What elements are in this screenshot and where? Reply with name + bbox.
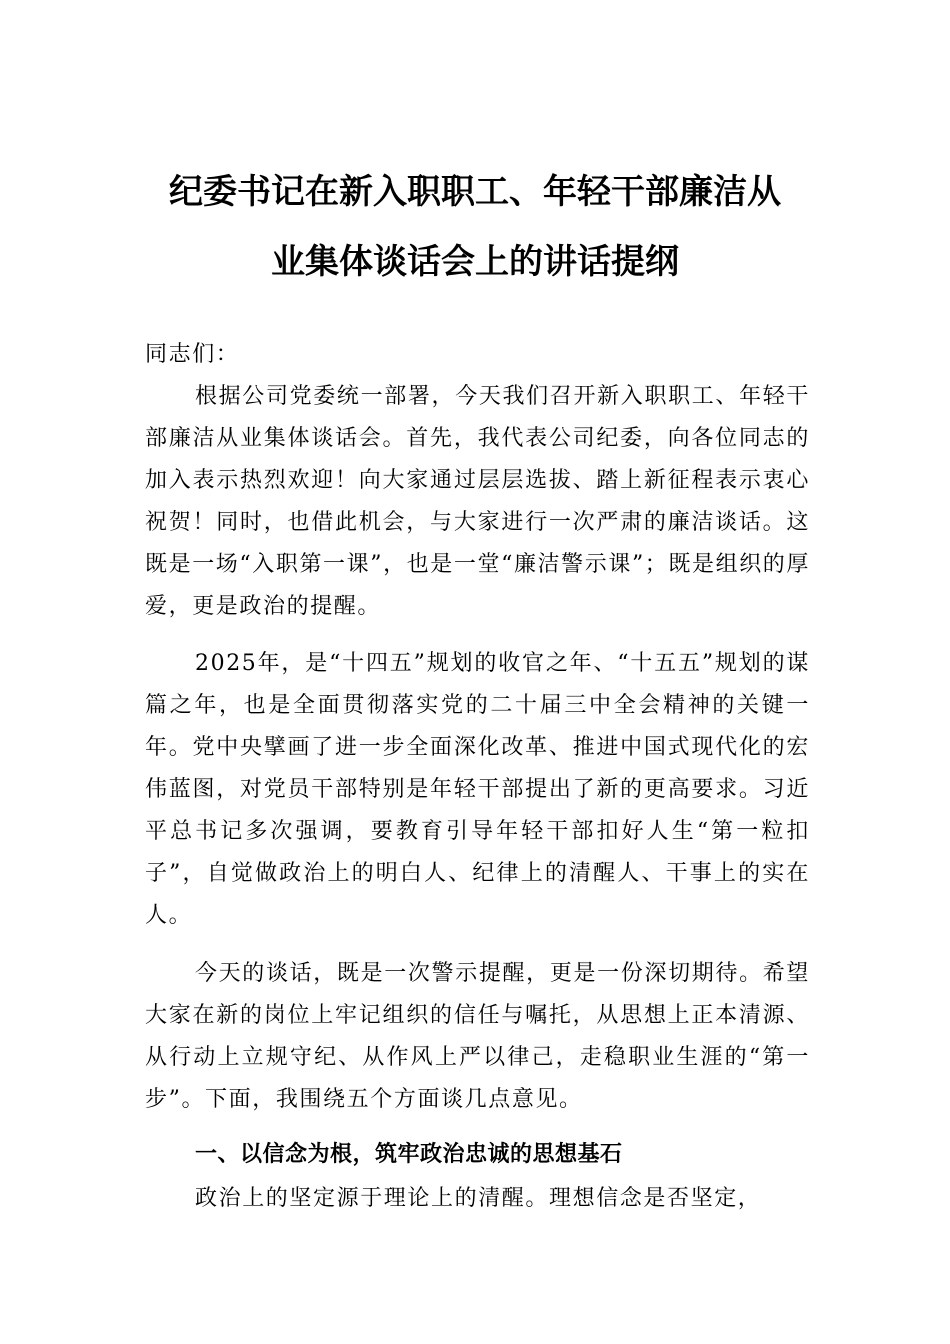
- document-title-line-1: 纪委书记在新入职职工、年轻干部廉洁从: [169, 172, 781, 212]
- salutation: 同志们：: [145, 342, 240, 367]
- document-title-line-2: 业集体谈话会上的讲话提纲: [271, 242, 679, 282]
- paragraph-1: 根据公司党委统一部署，今天我们召开新入职职工、年轻干部廉洁从业集体谈话会。首先，我代表公司纪委，向各位同志的加入表示热烈欢迎！向大家通过层层选拔、踏上新征程表示衷心祝贺！同时，也借此机会，与大家进行一次严肃的廉洁谈话。这既是一场“入职第一课”，也是一堂“廉洁警示课”；既是组织的厚爱，更是政治的提醒。: [145, 384, 810, 619]
- paragraph-3: 今天的谈话，既是一次警示提醒，更是一份深切期待。希望大家在新的岗位上牢记组织的信任与嘱托，从思想上正本清源、从行动上立规守纪、从作风上严以律己，走稳职业生涯的“第一步”。下面，我围绕五个方面谈几点意见。: [145, 961, 810, 1112]
- paragraph-4: 政治上的坚定源于理论上的清醒。理想信念是否坚定，: [195, 1186, 762, 1211]
- paragraph-2: 2025年，是“十四五”规划的收官之年、“十五五”规划的谋篇之年，也是全面贯彻落实党的二十届三中全会精神的关键一年。党中央擘画了进一步全面深化改革、推进中国式现代化的宏伟蓝图，对党员干部特别是年轻干部提出了新的更高要求。习近平总书记多次强调，要教育引导年轻干部扣好人生“第一粒扣子”，自觉做政治上的明白人、纪律上的清醒人、干事上的实在人。: [145, 651, 810, 928]
- section-heading-1: 一、以信念为根，筑牢政治忠诚的思想基石: [195, 1142, 623, 1167]
